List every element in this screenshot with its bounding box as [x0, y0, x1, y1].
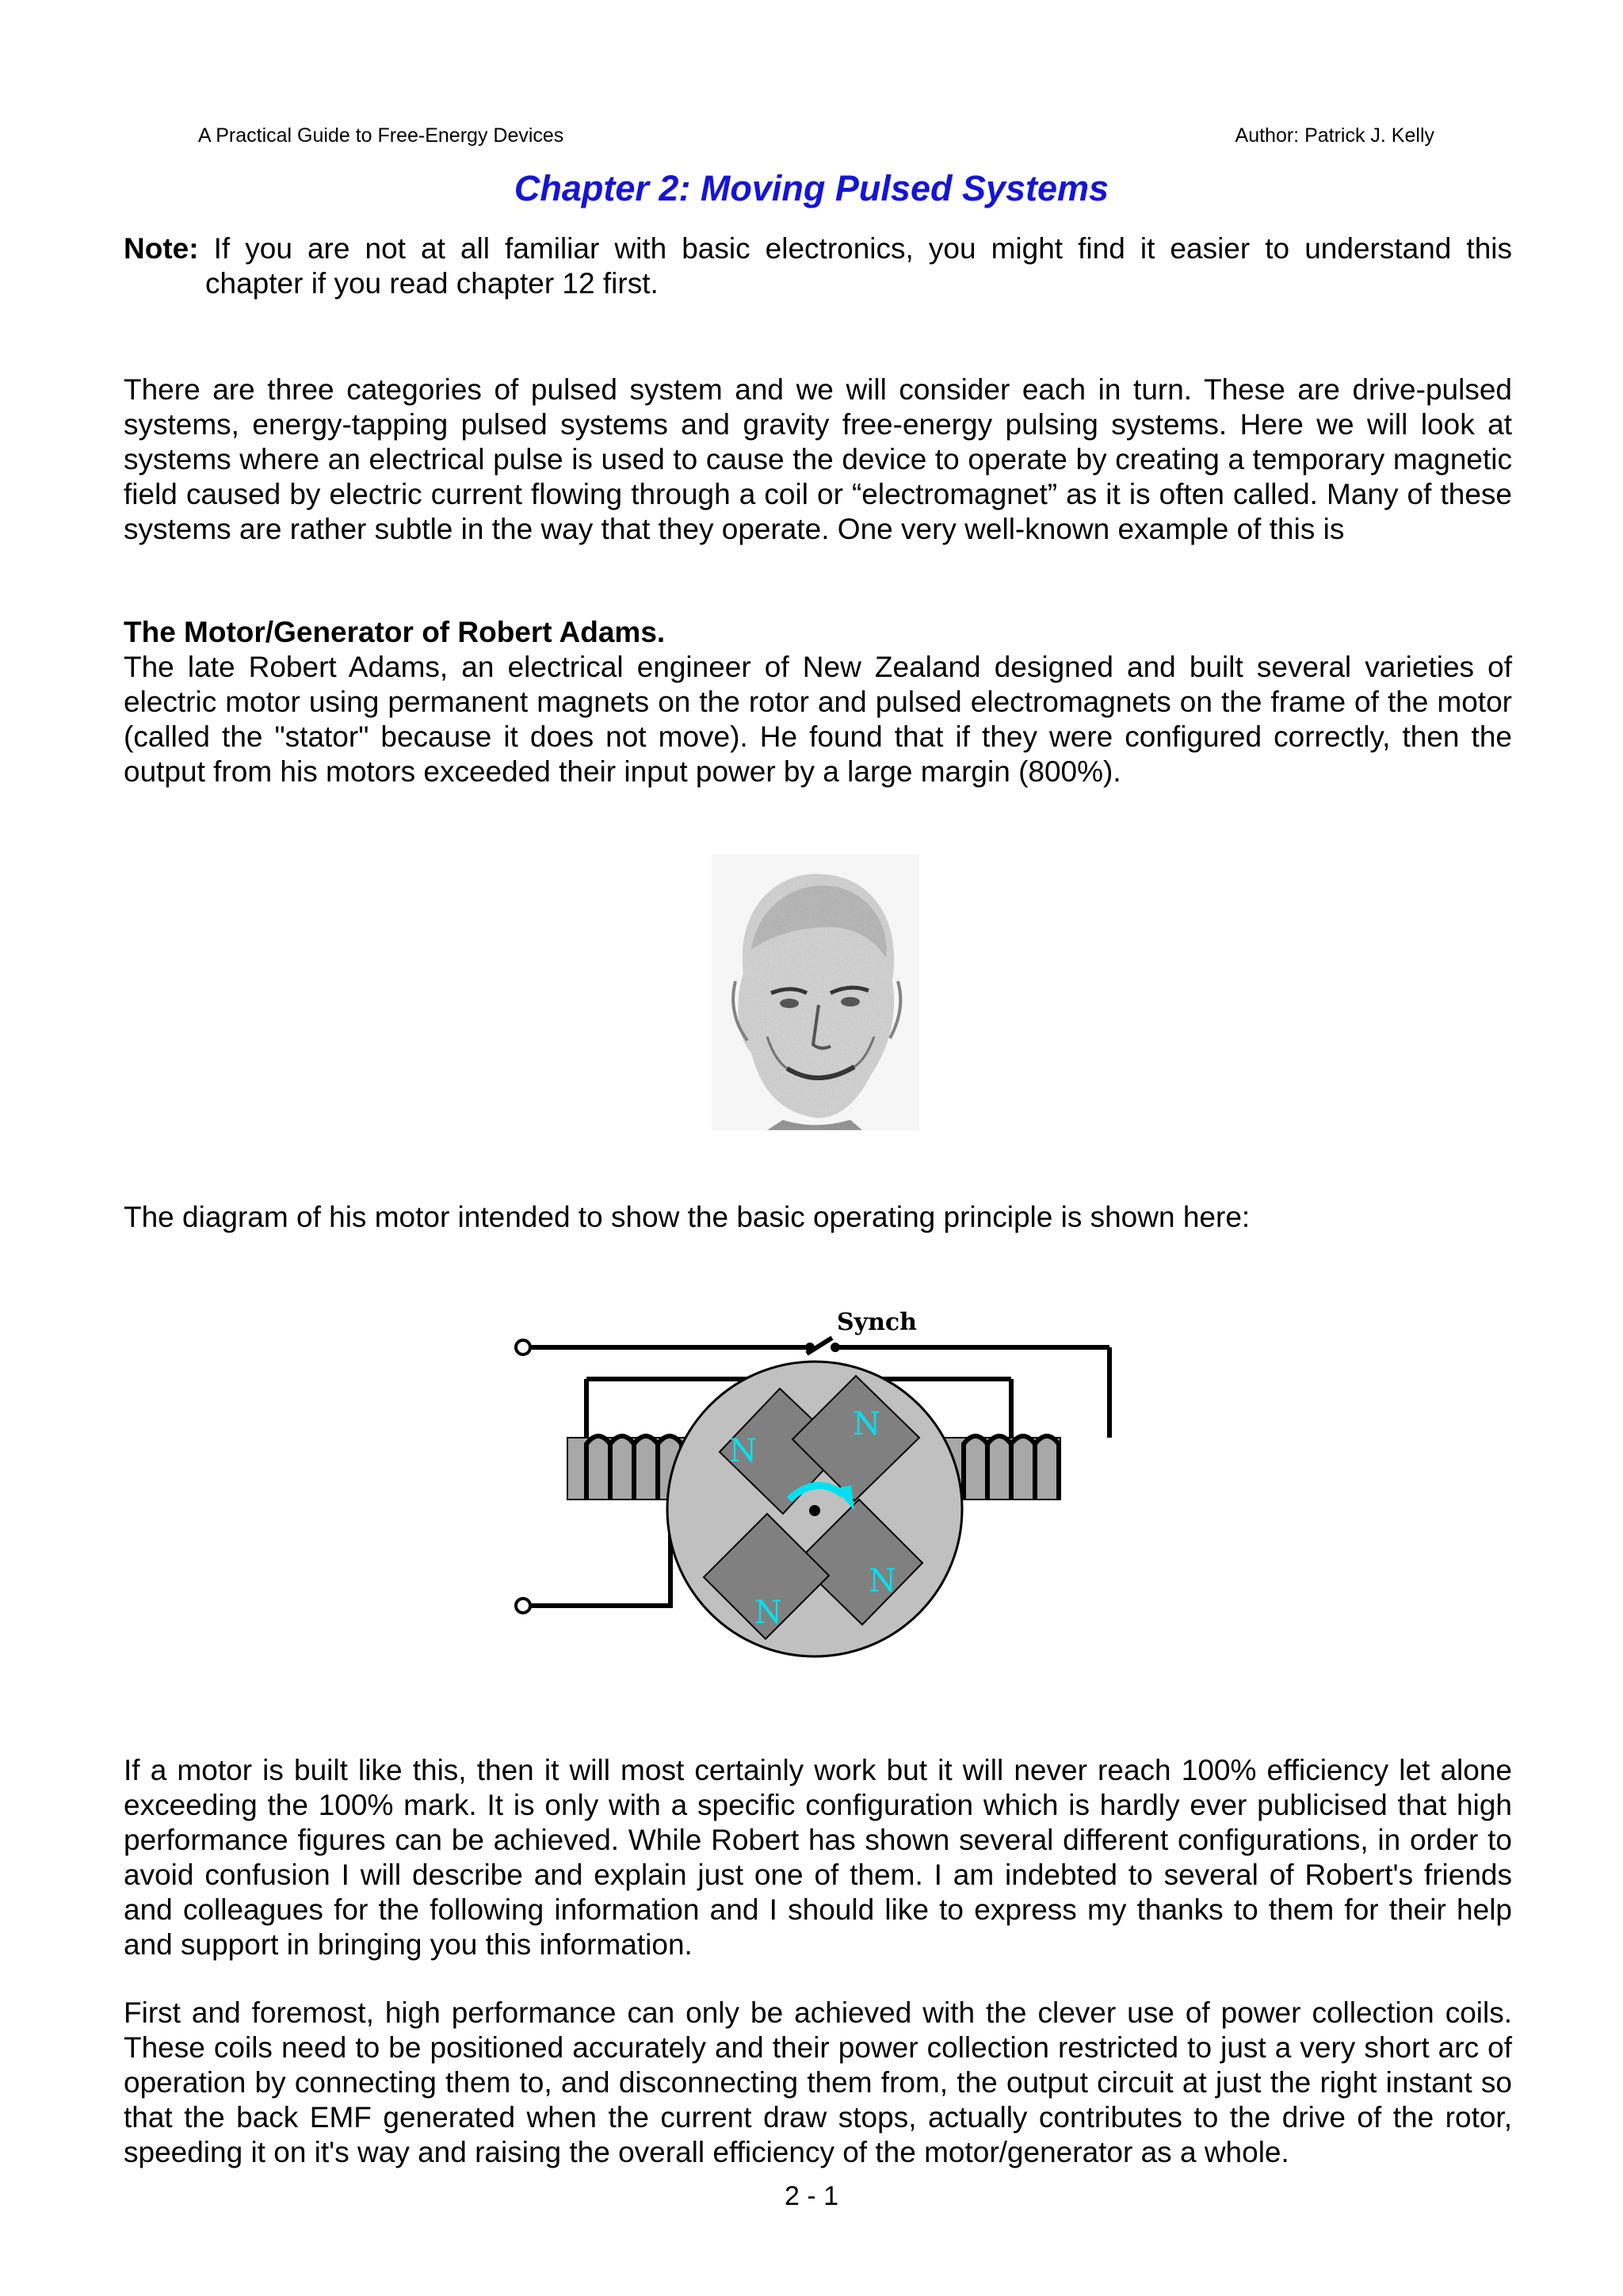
- chapter-title: Chapter 2: Moving Pulsed Systems: [514, 168, 1109, 208]
- pole-label-bottom-right: N: [869, 1563, 896, 1599]
- switch-contact-right: [831, 1343, 840, 1352]
- rotor: [667, 1362, 962, 1656]
- intro-paragraph: There are three categories of pulsed system and we will consider each in turn. These are drive-pulsed systems, energy-tapping pulsed systems and gravity free-energy pulsing systems. Here we will look at systems where an electrical pulse is used to cause the device to operate by creating a temporary magnetic field caused by electric current flowing through a coil or “electromagnet” as it is often called. Many of these systems are rather subtle in the way that they operate. One very well-known example of this is: [124, 373, 1512, 545]
- diagram-intro-text: The diagram of his motor intended to show the basic operating principle is shown here:: [124, 1201, 1251, 1233]
- section-heading: The Motor/Generator of Robert Adams.: [124, 616, 666, 648]
- adams-paragraph: The late Robert Adams, an electrical engineer of New Zealand designed and built several varieties of electric motor using permanent magnets on the rotor and pulsed electromagnets on the frame of the motor (called the "stator" because it does not move). He found that if they were configured correctly, then the output from his motors exceeded their input power by a large margin (800%).: [124, 651, 1512, 788]
- page-number: 2 - 1: [784, 2181, 839, 2211]
- portrait-photo: [712, 854, 919, 1130]
- pole-label-bottom-left: N: [754, 1595, 782, 1631]
- switch-contact-left: [805, 1343, 815, 1352]
- note-line-1: If you are not at all familiar with basic electronics, you might find it easier to understand this: [213, 232, 1512, 265]
- note-line-2: chapter if you read chapter 12 first.: [205, 267, 659, 300]
- synch-switch-label: Synch: [837, 1308, 917, 1336]
- pole-label-top-right: N: [853, 1406, 880, 1442]
- collection-coils-paragraph: First and foremost, high performance can only be achieved with the clever use of power collection coils. These coils need to be positioned accurately and their power collection restricted to just a very short arc of operation by connecting them to, and disconnecting them from, the output circuit at just the right instant so that the back EMF generated when the current draw stops, actually contributes to the drive of the rotor, speeding it on it's way and raising the overall efficiency of the motor/generator as a whole.: [124, 1996, 1512, 2168]
- input-terminal-top: [516, 1340, 530, 1354]
- pole-label-top-left: N: [729, 1433, 757, 1469]
- note-label: Note:: [124, 232, 199, 265]
- motor-diagram: [502, 1298, 1122, 1679]
- note-paragraph: [124, 231, 1512, 301]
- running-header-author: Author: Patrick J. Kelly: [1235, 124, 1434, 147]
- rotor-axle: [809, 1505, 820, 1516]
- efficiency-paragraph: If a motor is built like this, then it will most certainly work but it will never reach 100% efficiency let alone exceeding the 100% mark. It is only with a specific configuration which is hardly ever publicised that high performance figures can be achieved. While Robert has shown several different configurations, in order to avoid confusion I will describe and explain just one of them. I am indebted to several of Robert's friends and colleagues for the following information and I should like to express my thanks to them for their help and support in bringing you this information.: [124, 1754, 1512, 1961]
- running-header-title: A Practical Guide to Free-Energy Devices: [198, 124, 564, 147]
- input-terminal-bottom: [516, 1599, 530, 1613]
